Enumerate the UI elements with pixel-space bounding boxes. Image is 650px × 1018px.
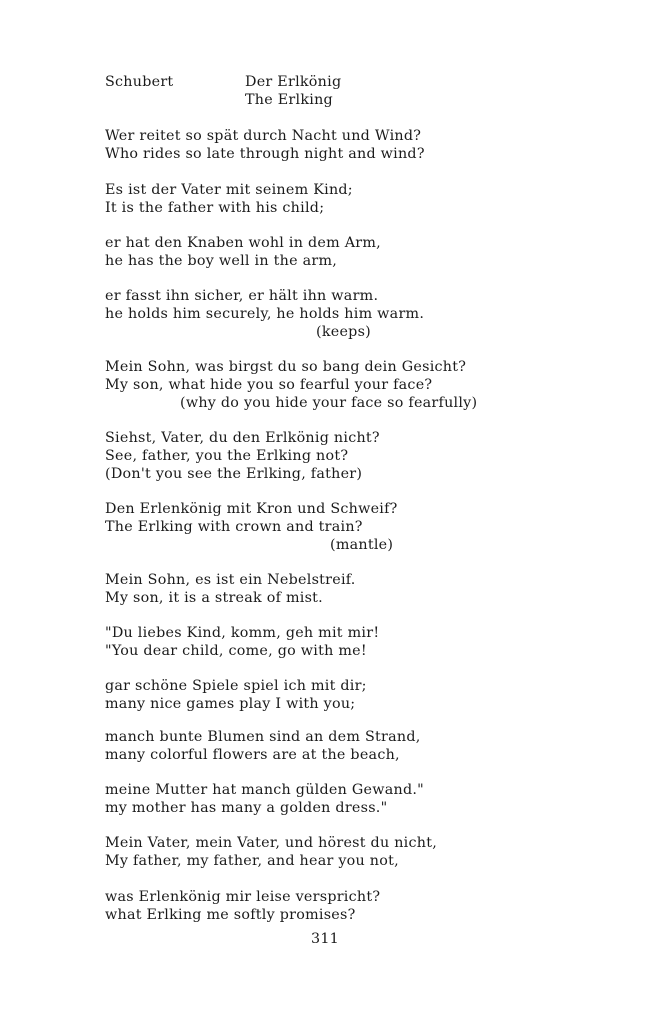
german-line: Mein Sohn, es ist ein Nebelstreif. (105, 572, 356, 588)
german-line: Mein Sohn, was birgst du so bang dein Gesicht? (105, 359, 467, 375)
german-line: gar schöne Spiele spiel ich mit dir; (105, 678, 367, 694)
english-line: Who rides so late through night and wind? (105, 146, 425, 162)
german-line: meine Mutter hat manch gülden Gewand." (105, 782, 424, 798)
english-line: See, father, you the Erlking not? (105, 448, 349, 464)
english-line: The Erlking with crown and train? (105, 519, 363, 535)
german-line: Mein Vater, mein Vater, und hörest du nicht, (105, 835, 437, 851)
english-line: My father, my father, and hear you not, (105, 853, 399, 869)
german-line: Den Erlenkönig mit Kron und Schweif? (105, 501, 398, 517)
english-line: My son, what hide you so fearful your face? (105, 377, 433, 393)
german-line: er fasst ihn sicher, er hält ihn warm. (105, 288, 379, 304)
english-line: he holds him securely, he holds him warm. (105, 306, 425, 322)
composer-name: Schubert (105, 74, 174, 90)
translation-note: (why do you hide your face so fearfully) (180, 395, 478, 411)
translation-note: (Don't you see the Erlking, father) (105, 466, 363, 482)
german-line: "Du liebes Kind, komm, geh mit mir! (105, 625, 380, 641)
english-line: many nice games play I with you; (105, 696, 356, 712)
german-line: er hat den Knaben wohl in dem Arm, (105, 235, 381, 251)
german-line: Wer reitet so spät durch Nacht und Wind? (105, 128, 422, 144)
song-title-english: The Erlking (245, 92, 333, 108)
english-line: many colorful flowers are at the beach, (105, 747, 400, 763)
english-line: he has the boy well in the arm, (105, 253, 338, 269)
german-line: Siehst, Vater, du den Erlkönig nicht? (105, 430, 380, 446)
english-line: It is the father with his child; (105, 200, 325, 216)
english-line: my mother has many a golden dress." (105, 800, 388, 816)
english-line: what Erlking me softly promises? (105, 907, 356, 923)
translation-note: (keeps) (316, 324, 371, 340)
song-title-german: Der Erlkönig (245, 74, 342, 90)
english-line: "You dear child, come, go with me! (105, 643, 367, 659)
page-number: 311 (310, 931, 340, 947)
german-line: Es ist der Vater mit seinem Kind; (105, 182, 353, 198)
german-line: was Erlenkönig mir leise verspricht? (105, 889, 381, 905)
english-line: My son, it is a streak of mist. (105, 590, 323, 606)
german-line: manch bunte Blumen sind an dem Strand, (105, 729, 421, 745)
translation-note: (mantle) (330, 537, 394, 553)
